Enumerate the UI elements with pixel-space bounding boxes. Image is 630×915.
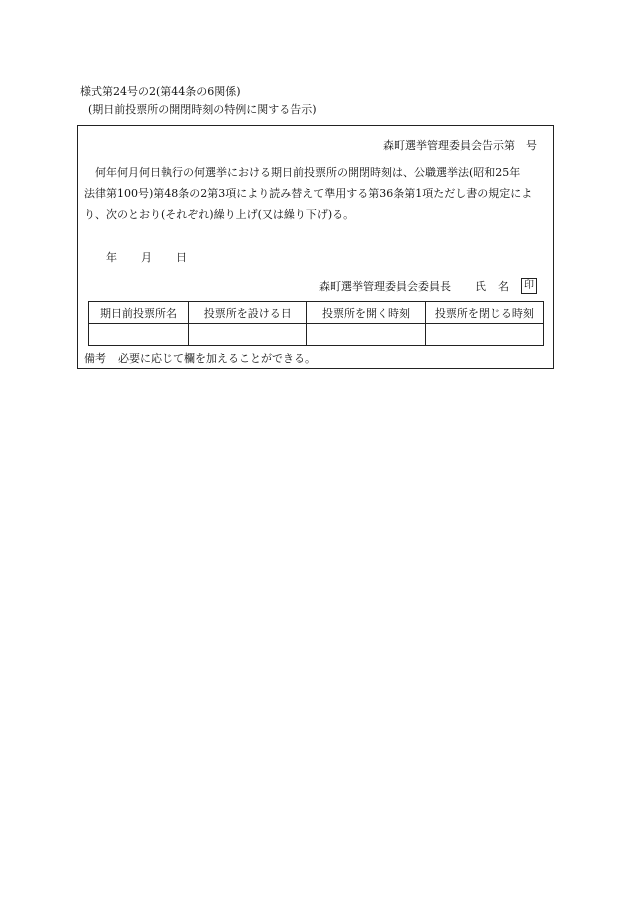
header-open-time: 投票所を開く時刻	[307, 302, 425, 324]
signer-name-label: 氏名	[475, 280, 521, 293]
table-cell	[189, 324, 307, 346]
schedule-table	[88, 301, 544, 346]
date-month: 月	[141, 251, 152, 264]
date-year: 年	[106, 251, 117, 264]
notice-body	[84, 162, 550, 225]
remarks	[84, 350, 316, 366]
remarks-label: 備考	[84, 352, 106, 365]
seal-mark: 印	[521, 278, 537, 294]
table-row	[89, 324, 544, 346]
header-polling-place-name: 期日前投票所名	[89, 302, 189, 324]
notice-body-line: 何年何月何日執行の何選挙における期日前投票所の開閉時刻は、公職選挙法(昭和25年	[84, 166, 521, 179]
table-header-row	[89, 302, 544, 324]
table-cell	[425, 324, 543, 346]
header-setup-date: 投票所を設ける日	[189, 302, 307, 324]
notice-body-line: 法律第100号)第48条の2第3項により読み替えて準用する第36条第1項ただし書の規定によ	[84, 187, 533, 200]
notice-body-line: り、次のとおり(それぞれ)繰り上げ(又は繰り下げ)る。	[84, 208, 355, 221]
date-line	[106, 249, 187, 265]
table-cell	[89, 324, 189, 346]
form-subtitle: (期日前投票所の開閉時刻の特例に関する告示)	[88, 103, 317, 116]
notice-frame	[77, 125, 554, 369]
form-number: 様式第24号の2(第44条の6関係)	[80, 85, 241, 98]
notice-number: 森町選挙管理委員会告示第 号	[383, 139, 537, 152]
table-cell	[307, 324, 425, 346]
date-day: 日	[176, 251, 187, 264]
header-close-time: 投票所を閉じる時刻	[425, 302, 543, 324]
signer-title: 森町選挙管理委員会委員長	[319, 280, 451, 293]
remarks-text: 必要に応じて欄を加えることができる。	[118, 352, 316, 365]
signer-line	[319, 278, 537, 294]
